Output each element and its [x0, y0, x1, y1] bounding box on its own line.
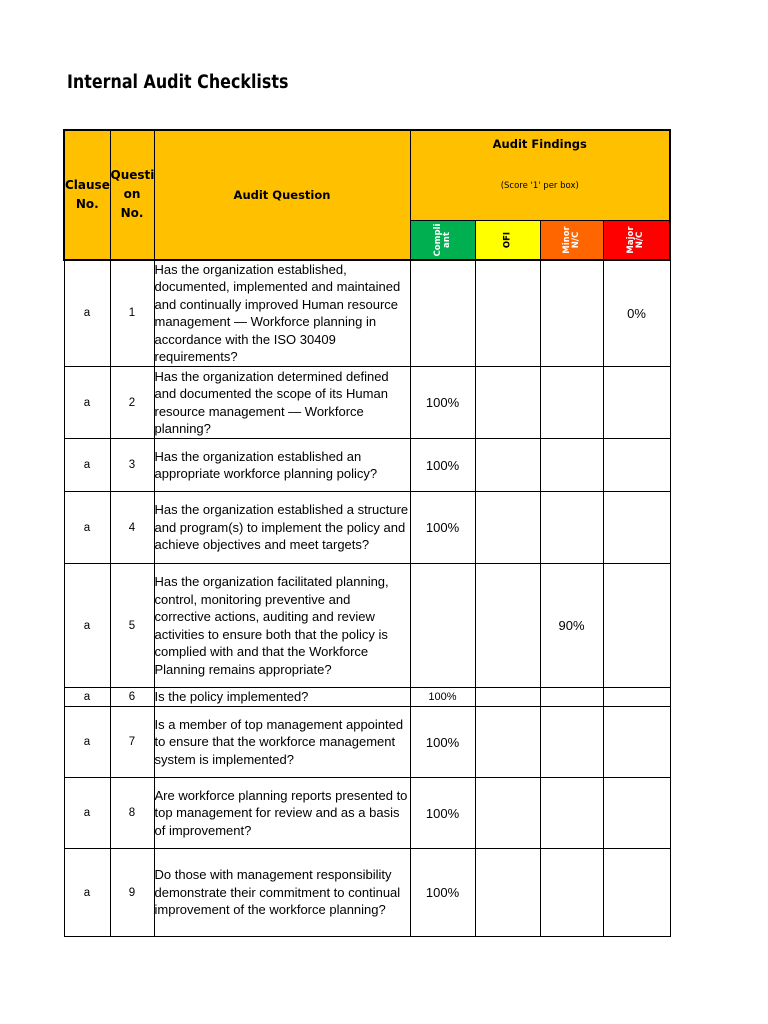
header-compliant-label: Compli ant [432, 223, 452, 256]
header-ofi [475, 220, 540, 260]
minor-nc-cell [540, 707, 603, 778]
header-major-nc-label: Major N/C [626, 225, 646, 254]
score-note: (Score '1' per box) [500, 181, 579, 192]
ofi-cell [475, 778, 540, 849]
minor-nc-cell [540, 260, 603, 367]
clause-cell: a [64, 367, 110, 439]
major-nc-cell [603, 688, 670, 707]
major-nc-cell [603, 849, 670, 937]
compliant-cell: 100% [410, 439, 475, 492]
compliant-cell: 100% [410, 688, 475, 707]
major-nc-cell [603, 778, 670, 849]
clause-cell: a [64, 492, 110, 564]
compliant-cell [410, 260, 475, 367]
table-row [64, 778, 670, 849]
table-row [64, 849, 670, 937]
table-row [64, 367, 670, 439]
major-nc-cell [603, 492, 670, 564]
question-cell: Are workforce planning reports presented to top management for review and as a basis of improvement? [154, 778, 410, 849]
audit-checklist-table [63, 129, 671, 937]
major-nc-cell [603, 707, 670, 778]
table-row [64, 492, 670, 564]
ofi-cell [475, 688, 540, 707]
header-clause-no-line1: Clause [65, 177, 110, 192]
question-no-cell: 5 [110, 564, 154, 688]
question-cell: Has the organization established an appropriate workforce planning policy? [154, 439, 410, 492]
compliant-cell: 100% [410, 707, 475, 778]
question-cell: Has the organization facilitated planning, control, monitoring preventive and corrective actions, auditing and review activities to ensure both that the policy is complied with and that the Workforce Planning remains appropriate? [154, 564, 410, 688]
question-cell: Is a member of top management appointed to ensure that the workforce management system is implemented? [154, 707, 410, 778]
question-no-cell: 6 [110, 688, 154, 707]
clause-cell: a [64, 439, 110, 492]
compliant-cell: 100% [410, 367, 475, 439]
question-no-cell: 3 [110, 439, 154, 492]
header-clause-no-line2: No. [75, 196, 99, 211]
question-no-cell: 9 [110, 849, 154, 937]
minor-nc-cell [540, 439, 603, 492]
question-no-cell: 7 [110, 707, 154, 778]
question-cell: Do those with management responsibility demonstrate their commitment to continual improvement of the workforce planning? [154, 849, 410, 937]
header-audit-question: Audit Question [154, 130, 410, 260]
question-cell: Has the organization established a structure and program(s) to implement the policy and achieve objectives and meet targets? [154, 492, 410, 564]
table-row [64, 564, 670, 688]
minor-nc-cell [540, 367, 603, 439]
major-nc-cell [603, 439, 670, 492]
major-nc-cell [603, 564, 670, 688]
clause-cell: a [64, 564, 110, 688]
header-compliant [410, 220, 475, 260]
table-row [64, 707, 670, 778]
table-row [64, 439, 670, 492]
ofi-cell [475, 849, 540, 937]
ofi-cell [475, 367, 540, 439]
minor-nc-cell [540, 492, 603, 564]
header-minor-nc [540, 220, 603, 260]
clause-cell: a [64, 778, 110, 849]
clause-cell: a [64, 849, 110, 937]
table-row [64, 688, 670, 707]
clause-cell: a [64, 688, 110, 707]
clause-cell: a [64, 260, 110, 367]
header-major-nc [603, 220, 670, 260]
question-no-cell: 4 [110, 492, 154, 564]
header-minor-nc-label: Minor N/C [561, 225, 581, 254]
ofi-cell [475, 260, 540, 367]
page-title: Internal Audit Checklists [67, 72, 289, 93]
compliant-cell: 100% [410, 778, 475, 849]
question-cell: Has the organization established, documented, implemented and maintained and continually improved Human resource management — Workforce planning in accordance with the ISO 30409 requirements? [154, 260, 410, 367]
header-question-no-line2: on No. [120, 187, 144, 221]
compliant-cell [410, 564, 475, 688]
minor-nc-cell: 90% [540, 564, 603, 688]
ofi-cell [475, 564, 540, 688]
minor-nc-cell [540, 849, 603, 937]
question-no-cell: 8 [110, 778, 154, 849]
question-cell: Has the organization determined defined and documented the scope of its Human resource management — Workforce planning? [154, 367, 410, 439]
question-cell: Is the policy implemented? [154, 688, 410, 707]
compliant-cell: 100% [410, 849, 475, 937]
header-question-no [110, 130, 154, 260]
ofi-cell [475, 492, 540, 564]
header-clause-no [64, 130, 110, 260]
clause-cell: a [64, 707, 110, 778]
table-row [64, 260, 670, 367]
question-no-cell: 1 [110, 260, 154, 367]
question-no-cell: 2 [110, 367, 154, 439]
ofi-cell [475, 707, 540, 778]
major-nc-cell [603, 367, 670, 439]
minor-nc-cell [540, 778, 603, 849]
header-audit-findings [410, 130, 670, 220]
header-ofi-label: OFI [502, 231, 512, 248]
compliant-cell: 100% [410, 492, 475, 564]
header-question-no-line1: Questi [110, 168, 155, 183]
audit-findings-title: Audit Findings [492, 137, 587, 152]
ofi-cell [475, 439, 540, 492]
major-nc-cell: 0% [603, 260, 670, 367]
minor-nc-cell [540, 688, 603, 707]
